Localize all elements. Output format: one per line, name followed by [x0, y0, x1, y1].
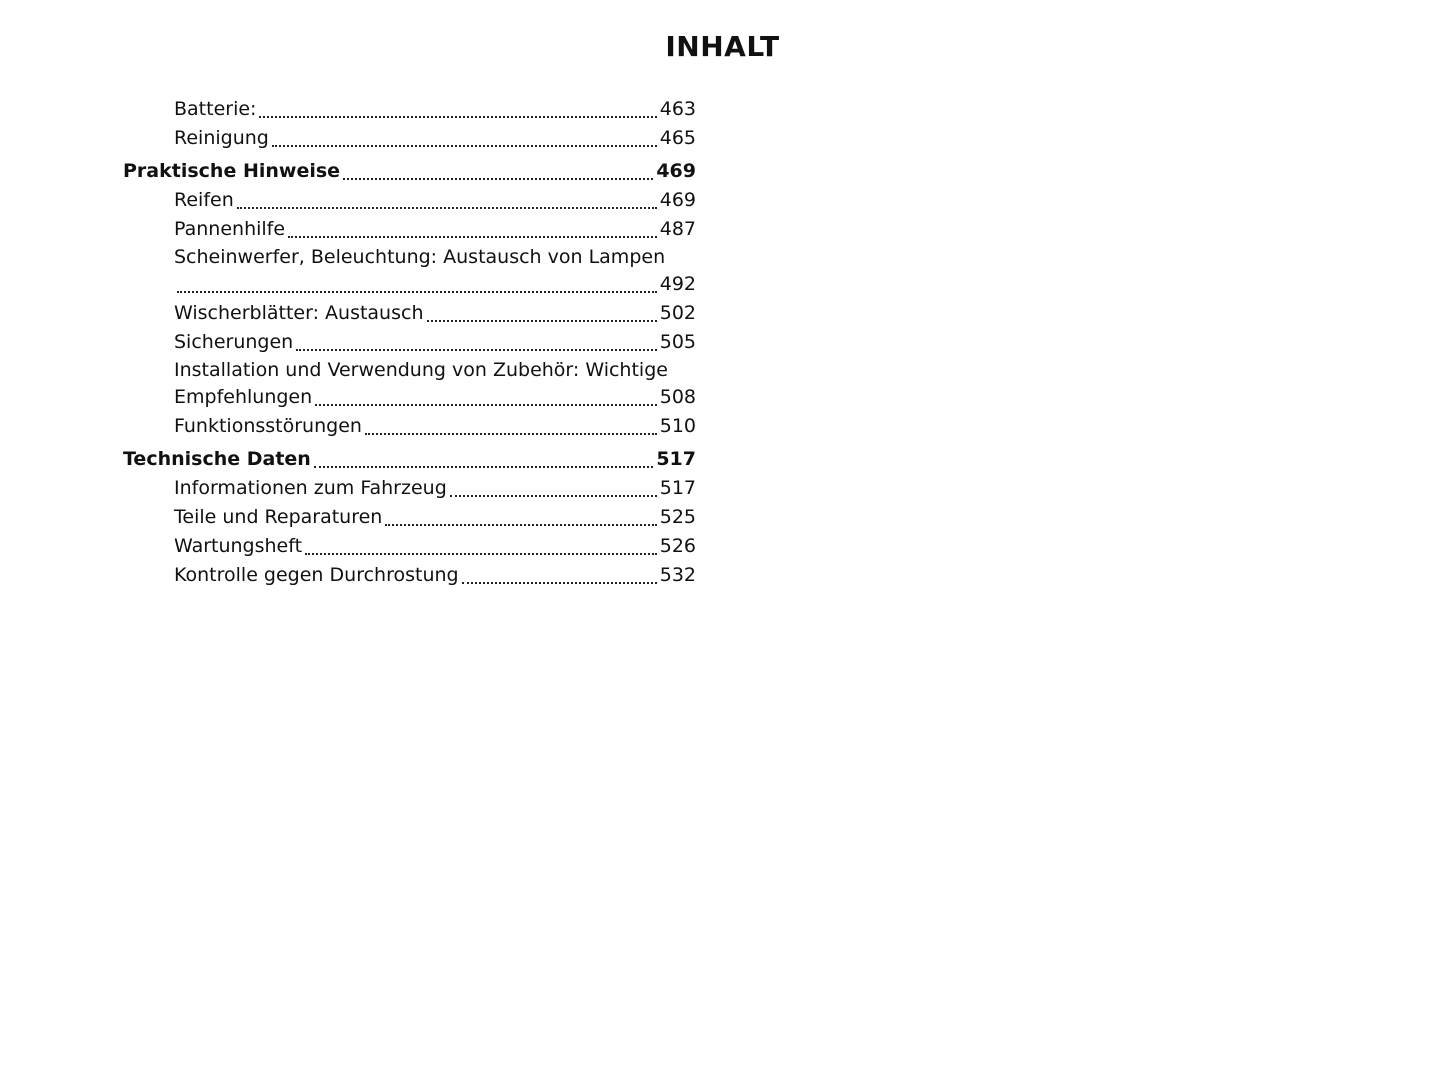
toc-entry-page: 492 [659, 273, 696, 295]
toc-entry-label-line2: Empfehlungen [174, 386, 313, 408]
toc-entry-page: 508 [659, 386, 696, 408]
page-title: INHALT [665, 30, 780, 63]
toc-entry-label: Teile und Reparaturen [174, 506, 383, 528]
dot-leader [427, 320, 657, 322]
table-of-contents [123, 95, 696, 590]
dot-leader [305, 553, 657, 555]
toc-entry-page: 517 [659, 477, 696, 499]
toc-entry-page: 465 [659, 127, 696, 149]
dot-leader [177, 291, 657, 293]
toc-entry-batterie[interactable] [123, 95, 696, 124]
toc-entry-label: Funktionsstörungen [174, 415, 362, 437]
toc-entry-page: 510 [659, 415, 696, 437]
dot-leader [385, 524, 656, 526]
toc-section-page: 517 [656, 448, 696, 470]
toc-entry-label: Reifen [174, 189, 234, 211]
toc-entry-label: Informationen zum Fahrzeug [174, 477, 447, 499]
toc-entry-informationen[interactable] [123, 474, 696, 503]
toc-entry-label: Installation und Verwendung von Zubehör: Wichtige [174, 359, 668, 381]
dot-leader [315, 404, 657, 406]
toc-entry-page: 487 [659, 218, 696, 240]
toc-entry-scheinwerfer[interactable] [123, 244, 696, 299]
toc-entry-label: Kontrolle gegen Durchrostung [174, 564, 459, 586]
toc-entry-sicherungen[interactable] [123, 328, 696, 357]
dot-leader [462, 582, 657, 584]
toc-entry-label: Sicherungen [174, 331, 294, 353]
toc-entry-reinigung[interactable] [123, 124, 696, 153]
toc-section-label: Praktische Hinweise [123, 160, 341, 182]
toc-entry-wartungsheft[interactable] [123, 532, 696, 561]
toc-entry-page: 469 [659, 189, 696, 211]
toc-section-technische-daten[interactable] [123, 445, 696, 474]
toc-entry-page: 505 [659, 331, 696, 353]
toc-entry-label: Scheinwerfer, Beleuchtung: Austausch von Lampen [174, 246, 666, 268]
toc-entry-page: 526 [659, 535, 696, 557]
dot-leader [288, 236, 657, 238]
toc-entry-label: Reinigung [174, 127, 269, 149]
dot-leader [343, 178, 653, 180]
dot-leader [272, 145, 657, 147]
toc-section-praktische-hinweise[interactable] [123, 157, 696, 186]
dot-leader [237, 207, 657, 209]
toc-entry-label: Pannenhilfe [174, 218, 286, 240]
toc-section-label: Technische Daten [123, 448, 311, 470]
toc-entry-label: Wischerblätter: Austausch [174, 302, 424, 324]
toc-entry-page: 525 [659, 506, 696, 528]
toc-entry-page: 502 [659, 302, 696, 324]
dot-leader [365, 433, 657, 435]
toc-entry-label: Wartungsheft [174, 535, 303, 557]
toc-entry-page: 463 [659, 98, 696, 120]
toc-entry-label: Batterie: [174, 98, 257, 120]
dot-leader [296, 349, 657, 351]
toc-entry-wischerblaetter[interactable] [123, 299, 696, 328]
dot-leader [450, 495, 657, 497]
dot-leader [259, 116, 656, 118]
toc-entry-page: 532 [659, 564, 696, 586]
toc-entry-funktionsstoerungen[interactable] [123, 412, 696, 441]
dot-leader [314, 466, 653, 468]
toc-entry-zubehoer[interactable] [123, 357, 696, 412]
toc-entry-durchrostung[interactable] [123, 561, 696, 590]
toc-entry-pannenhilfe[interactable] [123, 215, 696, 244]
toc-entry-reifen[interactable] [123, 186, 696, 215]
toc-section-page: 469 [656, 160, 696, 182]
toc-entry-teile[interactable] [123, 503, 696, 532]
